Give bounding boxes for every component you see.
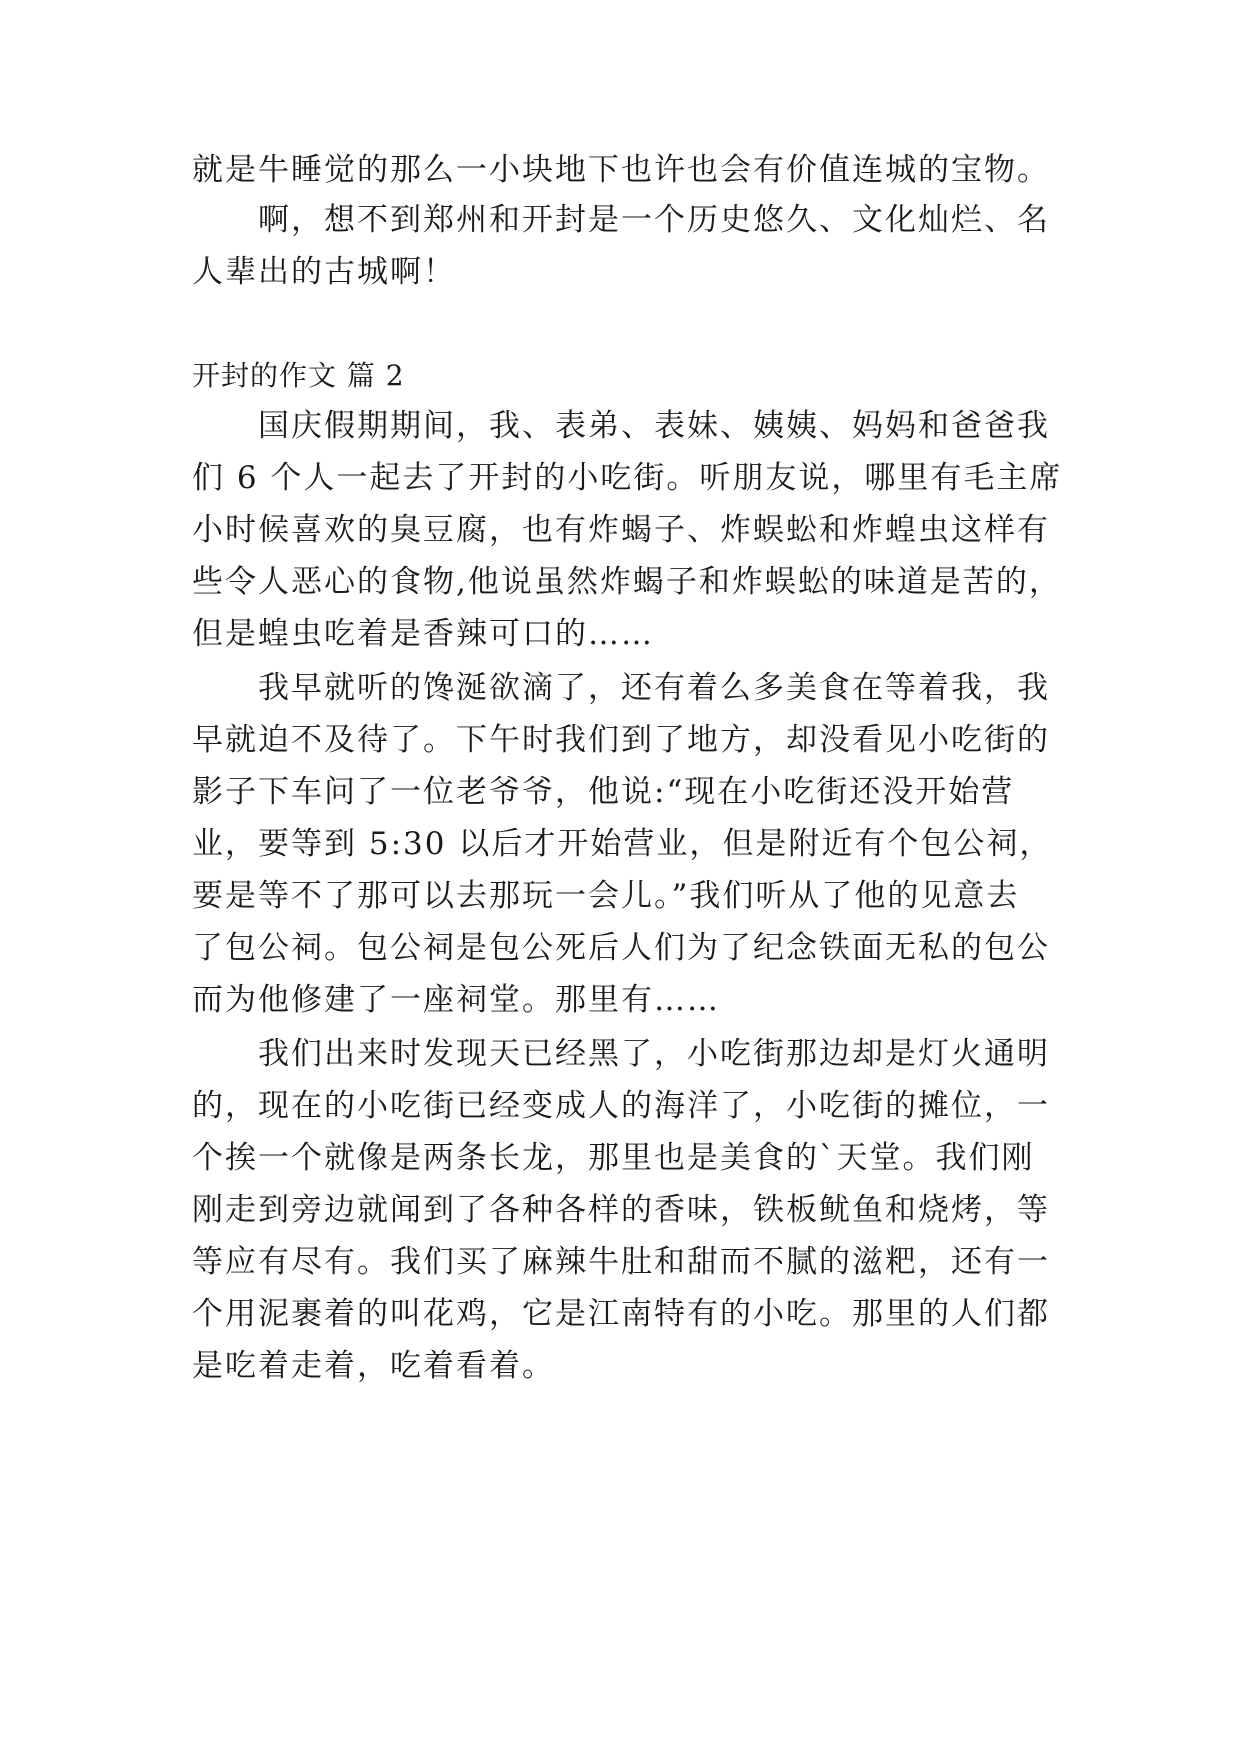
paragraph-start: 我们出来时发现天已经黑了，小吃街那边却是灯火通明: [258, 1036, 1050, 1072]
text-line: 但是蝗虫吃着是香辣可口的……: [192, 616, 654, 652]
text-line: 的，现在的小吃街已经变成人的海洋了，小吃街的摊位，一: [192, 1088, 1050, 1124]
text-line: 等应有尽有。我们买了麻辣牛肚和甜而不腻的滋粑，还有一: [192, 1244, 1050, 1280]
text-line: 就是牛睡觉的那么一小块地下也许也会有价值连城的宝物。: [192, 152, 1050, 188]
section-title: 开封的作文 篇 2: [192, 359, 405, 392]
text-line: 业，要等到 5:30 以后才开始营业，但是附近有个包公祠，: [192, 826, 1053, 862]
text-line: 个用泥裹着的叫花鸡，它是江南特有的小吃。那里的人们都: [192, 1296, 1050, 1332]
paragraph-start: 国庆假期期间，我、表弟、表妹、姨姨、妈妈和爸爸我: [258, 408, 1050, 444]
paragraph-start: 我早就听的馋涎欲滴了，还有着么多美食在等着我，我: [258, 670, 1050, 706]
text-line: 些令人恶心的食物,他说虽然炸蝎子和炸蜈蚣的味道是苦的，: [192, 564, 1062, 600]
text-line: 早就迫不及待了。下午时我们到了地方，却没看见小吃街的: [192, 722, 1050, 758]
text-line: 了包公祠。包公祠是包公死后人们为了纪念铁面无私的包公: [192, 930, 1050, 966]
paragraph-start: 啊，想不到郑州和开封是一个历史悠久、文化灿烂、名: [258, 202, 1050, 238]
text-line: 刚走到旁边就闻到了各种各样的香味，铁板鱿鱼和烧烤，等: [192, 1192, 1050, 1228]
text-line: 要是等不了那可以去那玩一会儿。”我们听从了他的见意去: [192, 878, 1020, 914]
text-line: 人辈出的古城啊！: [192, 254, 456, 290]
text-line: 是吃着走着，吃着看着。: [192, 1348, 555, 1384]
text-line: 小时候喜欢的臭豆腐，也有炸蝎子、炸蜈蚣和炸蝗虫这样有: [192, 512, 1050, 548]
text-line: 们 6 个人一起去了开封的小吃街。听朋友说，哪里有毛主席: [192, 460, 1063, 496]
text-line: 影子下车问了一位老爷爷，他说:“现在小吃街还没开始营: [192, 774, 1015, 810]
text-line: 个挨一个就像是两条长龙，那里也是美食的`天堂。我们刚: [192, 1140, 1035, 1176]
text-line: 而为他修建了一座祠堂。那里有……: [192, 982, 720, 1018]
